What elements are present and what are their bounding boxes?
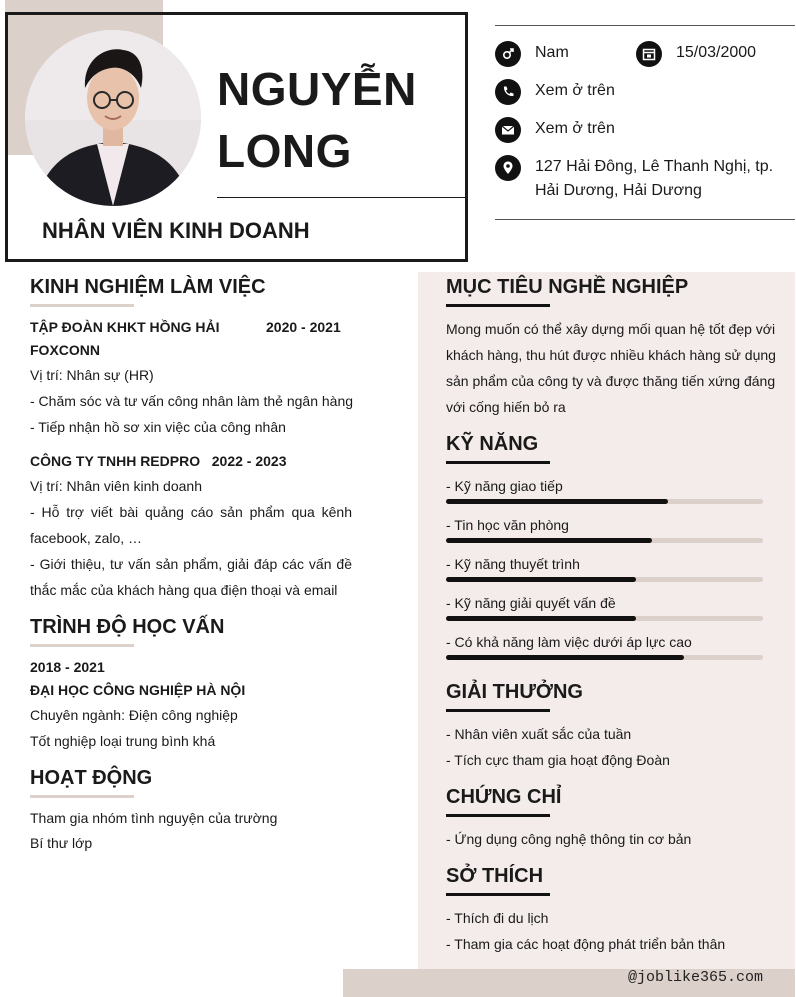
award-item-2: - Tích cực tham gia hoạt động Đoàn xyxy=(446,752,670,768)
contact-email: Xem ở trên xyxy=(535,120,615,137)
skill-label-3: - Kỹ năng thuyết trình xyxy=(446,556,580,572)
job1-position: Vị trí: Nhân sự (HR) xyxy=(30,367,154,383)
contact-birthdate-row xyxy=(636,41,756,67)
objective-heading: MỤC TIÊU NGHỀ NGHIỆP xyxy=(446,276,689,298)
contact-birthdate: 15/03/2000 xyxy=(676,44,757,61)
hobby-item-2: - Tham gia các hoạt động phát triển bản thân xyxy=(446,936,726,952)
objective-underline xyxy=(446,304,550,307)
job1-company-line1: TẬP ĐOÀN KHKT HỒNG HẢI xyxy=(30,319,220,335)
awards-underline xyxy=(446,709,550,712)
job2-company-name: CÔNG TY TNHH REDPRO xyxy=(30,453,201,469)
certificates-underline xyxy=(446,814,550,817)
activity-item-2: Bí thư lớp xyxy=(30,835,93,851)
certificates-heading: CHỨNG CHỈ xyxy=(446,786,562,808)
education-major: Chuyên ngành: Điện công nghiệp xyxy=(30,707,238,723)
education-years: 2018 - 2021 xyxy=(30,659,105,675)
job2-duty-2: - Giới thiệu, tư vấn sản phẩm, giải đáp các vấn đề thắc mắc của khách hàng qua điện thoại và email xyxy=(30,556,352,598)
address-line-2: Hải Dương, Hải Dương xyxy=(535,182,702,199)
experience-underline xyxy=(30,304,134,307)
gender-icon xyxy=(495,41,521,67)
name-line-2: LONG xyxy=(217,125,352,177)
award-item-1: - Nhân viên xuất sắc của tuần xyxy=(446,726,632,742)
skill-label-2: - Tin học văn phòng xyxy=(446,517,569,533)
skill-bar-1 xyxy=(446,499,763,504)
skill-bar-2 xyxy=(446,538,763,543)
skills-heading: KỸ NĂNG xyxy=(446,433,539,455)
header-divider xyxy=(217,197,465,198)
job2-company xyxy=(30,448,287,474)
hobbies-underline xyxy=(446,893,550,896)
activities-heading: HOẠT ĐỘNG xyxy=(30,767,153,789)
certificate-item-1: - Ứng dụng công nghệ thông tin cơ bản xyxy=(446,831,692,847)
education-grade: Tốt nghiệp loại trung bình khá xyxy=(30,733,216,749)
contact-address-row xyxy=(495,155,773,203)
contact-bottom-divider xyxy=(495,219,795,220)
job1-years: 2020 - 2021 xyxy=(266,319,341,335)
experience-heading: KINH NGHIỆM LÀM VIỆC xyxy=(30,276,266,298)
avatar xyxy=(25,30,201,206)
skill-fill-2 xyxy=(446,538,652,543)
address-line-1: 127 Hải Đông, Lê Thanh Nghị, tp. xyxy=(535,158,774,175)
job1-duty-1: - Chăm sóc và tư vấn công nhân làm thẻ ngân hàng xyxy=(30,393,354,409)
education-school: ĐẠI HỌC CÔNG NGHIỆP HÀ NỘI xyxy=(30,682,246,698)
phone-icon xyxy=(495,79,521,105)
candidate-name xyxy=(217,58,417,182)
skill-label-5: - Có khả năng làm việc dưới áp lực cao xyxy=(446,634,692,650)
skills-underline xyxy=(446,461,550,464)
education-heading: TRÌNH ĐỘ HỌC VẤN xyxy=(30,616,225,638)
education-underline xyxy=(30,644,134,647)
watermark-text: @joblike365.com xyxy=(628,969,764,986)
contact-gender: Nam xyxy=(535,44,569,61)
job-title: NHÂN VIÊN KINH DOANH xyxy=(42,218,310,243)
skill-fill-1 xyxy=(446,499,668,504)
job2-years: 2022 - 2023 xyxy=(211,453,287,469)
skill-fill-3 xyxy=(446,577,636,582)
calendar-icon xyxy=(636,41,662,67)
name-line-1: NGUYỄN xyxy=(217,63,417,115)
job2-duty-1: - Hỗ trợ viết bài quảng cáo sản phẩm qua kênh facebook, zalo, … xyxy=(30,504,352,546)
hobby-item-1: - Thích đi du lịch xyxy=(446,910,549,926)
objective-text: Mong muốn có thể xây dựng mối quan hệ tốt đẹp với khách hàng, thu hút được nhiều khách hàng sử dụng sản phẩm của công ty và được thăng tiến xứng đáng với cống hiến bỏ ra xyxy=(446,321,776,415)
contact-phone: Xem ở trên xyxy=(535,82,615,99)
contact-phone-row xyxy=(495,79,615,105)
envelope-icon xyxy=(495,117,521,143)
skill-bar-5 xyxy=(446,655,763,660)
skill-bar-3 xyxy=(446,577,763,582)
job2-position: Vị trí: Nhân viên kinh doanh xyxy=(30,478,202,494)
hobbies-heading: SỞ THÍCH xyxy=(446,865,544,887)
location-pin-icon xyxy=(495,155,521,181)
avatar-portrait-icon xyxy=(25,30,201,206)
contact-address xyxy=(535,155,773,203)
activities-underline xyxy=(30,795,134,798)
awards-heading: GIẢI THƯỞNG xyxy=(446,681,583,703)
contact-email-row xyxy=(495,117,615,143)
skill-label-1: - Kỹ năng giao tiếp xyxy=(446,478,563,494)
skill-bar-4 xyxy=(446,616,763,621)
skill-fill-4 xyxy=(446,616,636,621)
skill-label-4: - Kỹ năng giải quyết vấn đề xyxy=(446,595,616,611)
skill-fill-5 xyxy=(446,655,684,660)
job1-company-line2: FOXCONN xyxy=(30,342,100,358)
contact-gender-row xyxy=(495,41,569,67)
job1-duty-2: - Tiếp nhận hồ sơ xin việc của công nhân xyxy=(30,419,286,435)
activity-item-1: Tham gia nhóm tình nguyện của trường xyxy=(30,810,278,826)
contact-top-divider xyxy=(495,25,795,26)
